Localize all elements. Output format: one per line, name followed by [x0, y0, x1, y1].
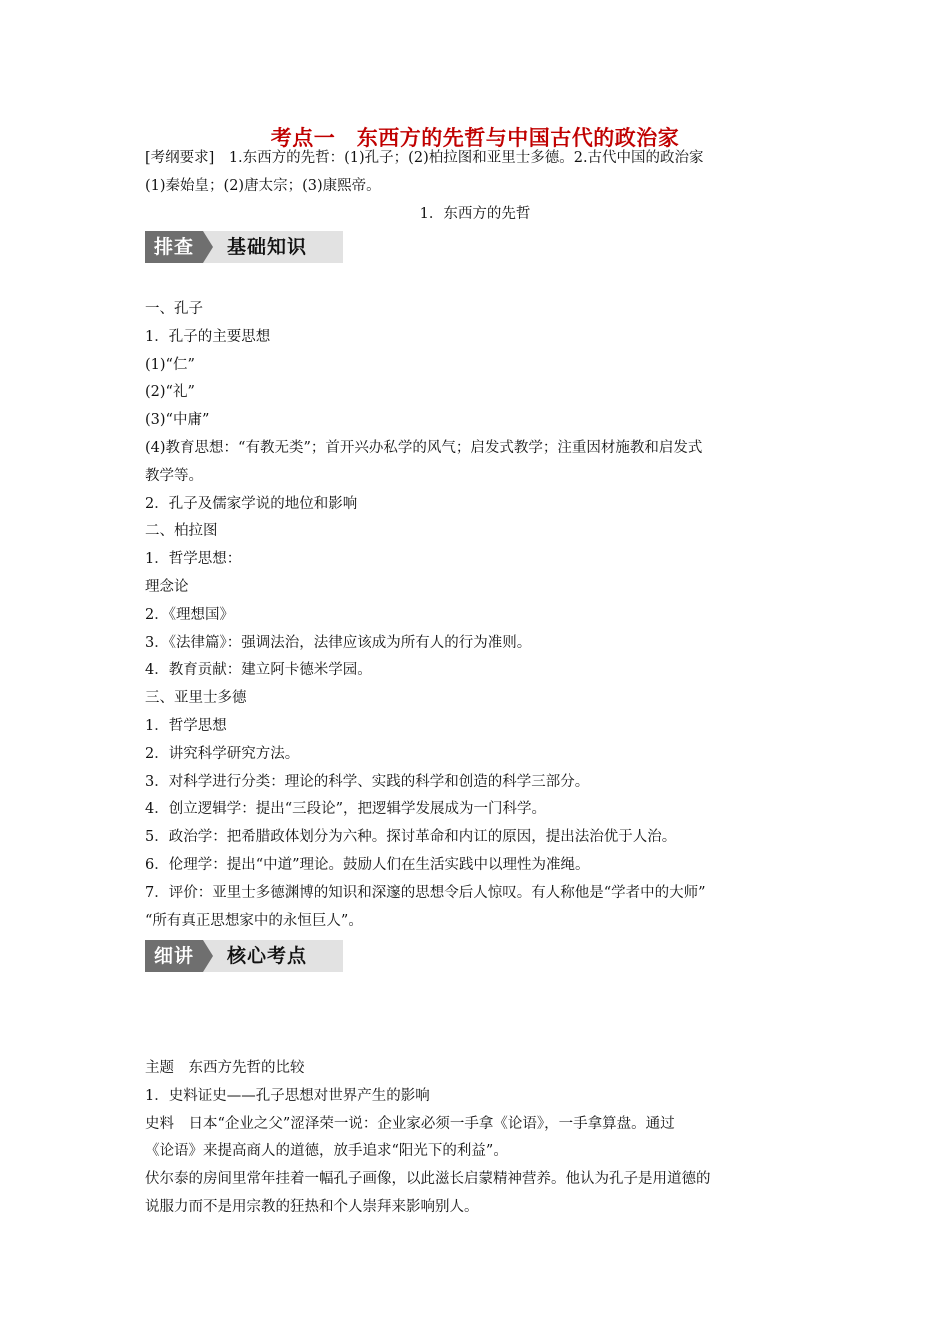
text-line: 1．史料证史——孔子思想对世界产生的影响 — [145, 1087, 430, 1104]
text-line: 一、孔子 — [145, 301, 203, 317]
text-line: 二、柏拉图 — [145, 523, 218, 540]
banner-arrow-icon — [203, 940, 213, 972]
text-line: 教学等。 — [145, 467, 203, 484]
banner-core-points — [145, 940, 343, 972]
exam-requirements-line-1: [考纲要求] 1.东西方的先哲：(1)孔子；(2)柏拉图和亚里士多德。2.古代中国的政治家 — [145, 150, 704, 166]
banner-arrow-icon — [203, 231, 213, 263]
exam-requirements-line-2: (1)秦始皇；(2)唐太宗；(3)康熙帝。 — [145, 178, 381, 194]
text-line: (1)“仁” — [145, 356, 195, 373]
page-title: 考点一 东西方的先哲与中国古代的政治家 — [270, 126, 680, 150]
banner-right-label: 核心考点 — [227, 945, 308, 967]
text-line: 主题 东西方先哲的比较 — [145, 1060, 305, 1076]
text-line: 7．评价：亚里士多德渊博的知识和深邃的思想令后人惊叹。有人称他是“学者中的大师” — [145, 884, 706, 901]
text-line: (3)“中庸” — [145, 412, 210, 429]
text-line: 1．哲学思想 — [145, 717, 227, 734]
text-line: 1．哲学思想： — [145, 551, 242, 568]
text-line: 3．对科学进行分类：理论的科学、实践的科学和创造的科学三部分。 — [145, 773, 590, 790]
text-line: 2．孔子及儒家学说的地位和影响 — [145, 495, 358, 512]
section-basic-knowledge — [145, 296, 810, 935]
text-line: 说服力而不是用宗教的狂热和个人崇拜来影响别人。 — [145, 1198, 479, 1215]
banner-left-label: 细讲 — [145, 940, 203, 972]
section-subheading: 1．东西方的先哲 — [419, 206, 531, 222]
text-line: 4．创立逻辑学：提出“三段论”，把逻辑学发展成为一门科学。 — [145, 801, 547, 818]
text-line: (2)“礼” — [145, 384, 195, 401]
text-line: 理念论 — [145, 578, 189, 595]
text-line: 伏尔泰的房间里常年挂着一幅孔子画像，以此滋长启蒙精神营养。他认为孔子是用道德的 — [145, 1171, 711, 1188]
text-line: 《论语》来提高商人的道德，放手追求“阳光下的利益”。 — [145, 1143, 508, 1160]
text-line: 2．《理想国》 — [145, 606, 234, 623]
text-line: 史料 日本“企业之父”涩泽荣一说：企业家必须一手拿《论语》，一手拿算盘。通过 — [145, 1115, 675, 1132]
text-line: 1．孔子的主要思想 — [145, 328, 271, 345]
banner-right-label: 基础知识 — [227, 236, 308, 258]
text-line: 4．教育贡献：建立阿卡德米学园。 — [145, 662, 372, 679]
banner-basic-knowledge — [145, 231, 343, 263]
text-line: 6．伦理学：提出“中道”理论。鼓励人们在生活实践中以理性为准绳。 — [145, 856, 590, 873]
text-line: 3．《法律篇》：强调法治，法律应该成为所有人的行为准则。 — [145, 634, 532, 651]
section-core-points — [145, 1055, 810, 1222]
text-line: 三、亚里士多德 — [145, 690, 247, 707]
text-line: (4)教育思想：“有教无类”；首开兴办私学的风气；启发式教学；注重因材施教和启发式 — [145, 439, 703, 456]
text-line: 2．讲究科学研究方法。 — [145, 745, 300, 762]
banner-left-label: 排查 — [145, 231, 203, 263]
text-line: 5．政治学：把希腊政体划分为六种。探讨革命和内讧的原因，提出法治优于人治。 — [145, 829, 677, 846]
text-line: “所有真正思想家中的永恒巨人”。 — [145, 912, 363, 929]
